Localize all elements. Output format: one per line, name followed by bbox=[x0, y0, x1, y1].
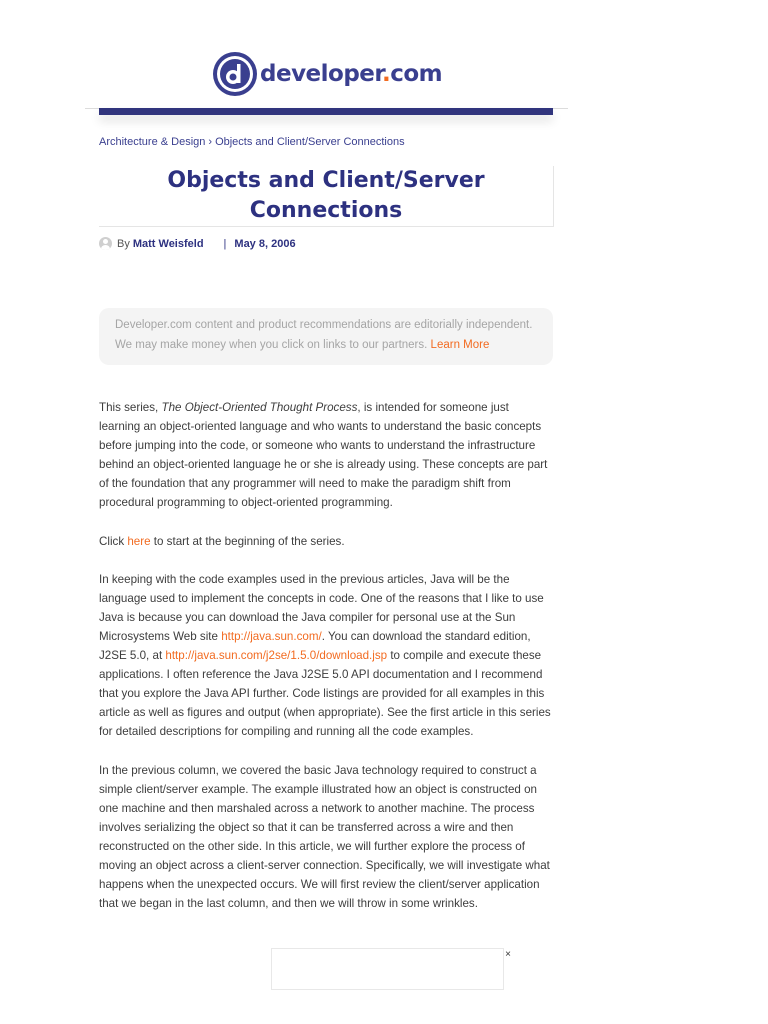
d-circle-logo-icon bbox=[212, 51, 258, 97]
series-title: The Object-Oriented Thought Process bbox=[161, 401, 358, 414]
author-avatar-icon bbox=[99, 237, 112, 250]
breadcrumb-item-architecture[interactable]: Architecture & Design bbox=[99, 136, 206, 148]
paragraph-click-here: Click here to start at the beginning of the series. bbox=[99, 534, 345, 548]
disclosure-text: Developer.com content and product recommendations are editorially independent. We may make money when you click on links to our partners. bbox=[115, 319, 533, 351]
editorial-disclosure bbox=[99, 308, 553, 365]
learn-more-link[interactable]: Learn More bbox=[430, 338, 490, 351]
java-sun-link[interactable]: http://java.sun.com/ bbox=[221, 629, 322, 643]
j2se-download-link[interactable]: http://java.sun.com/j2se/1.5.0/download.jsp bbox=[165, 649, 388, 663]
breadcrumb-separator: › bbox=[208, 136, 213, 148]
breadcrumb-item-current[interactable]: Objects and Client/Server Connections bbox=[215, 136, 405, 148]
floating-ad-popup[interactable] bbox=[271, 948, 511, 990]
article-body bbox=[99, 398, 551, 932]
paragraph-java: In keeping with the code examples used in the previous articles, Java will be the language used to implement the concepts in code. One of the reasons that I like to use Java is because you can download the Java compiler for personal use at the Sun Microsystems Web site http://java.sun.com/. You can download the standard edition, J2SE 5.0, at http://java.sun.com/j2se/1.5.0/download.jsp to compile and execute these applications. I often reference the Java J2SE 5.0 API documentation and I recommend that you explore the Java API further. Code listings are provided for all examples in this article as well as figures and output (when appropriate). See the first article in this series for detailed descriptions for compiling and running all the code examples. bbox=[99, 572, 551, 739]
series-start-link[interactable]: here bbox=[127, 534, 151, 548]
by-label: By bbox=[117, 237, 130, 250]
site-logo[interactable] bbox=[212, 51, 442, 97]
author-link[interactable]: Matt Weisfeld bbox=[132, 237, 204, 250]
article-meta bbox=[99, 237, 296, 250]
meta-divider: | bbox=[223, 237, 227, 250]
paragraph-intro: This series, The Object-Oriented Thought Process, is intended for someone just learning an object-oriented language and who wants to understand the basic concepts before jumping into the code, or someone who wants to understand the infrastructure behind an object-oriented language he or she is already using. These concepts are part of the foundation that any programmer will need to make the paradigm shift from procedural programming to object-oriented programming. bbox=[99, 401, 548, 510]
page-title: Objects and Client/Server Connections bbox=[167, 168, 485, 223]
site-name: developer.com bbox=[260, 61, 443, 87]
breadcrumb bbox=[99, 136, 405, 148]
paragraph-previous-column: In the previous column, we covered the basic Java technology required to construct a simple client/server example. The example illustrated how an object is constructed on one machine and then marshaled across a network to another machine. The process involves serializing the object so that it can be transferred across a wire and then reconstructed on the other side. In this article, we will further explore the process of moving an object across a client-server connection. Specifically, we will investigate what happens when the unexpected occurs. We will first review the client/server application that we began in the last column, and then we will throw in some wrinkles. bbox=[99, 763, 550, 911]
title-box bbox=[99, 166, 554, 227]
close-icon[interactable]: × bbox=[505, 949, 511, 960]
nav-bar bbox=[99, 108, 553, 115]
publish-date: May 8, 2006 bbox=[234, 237, 296, 250]
